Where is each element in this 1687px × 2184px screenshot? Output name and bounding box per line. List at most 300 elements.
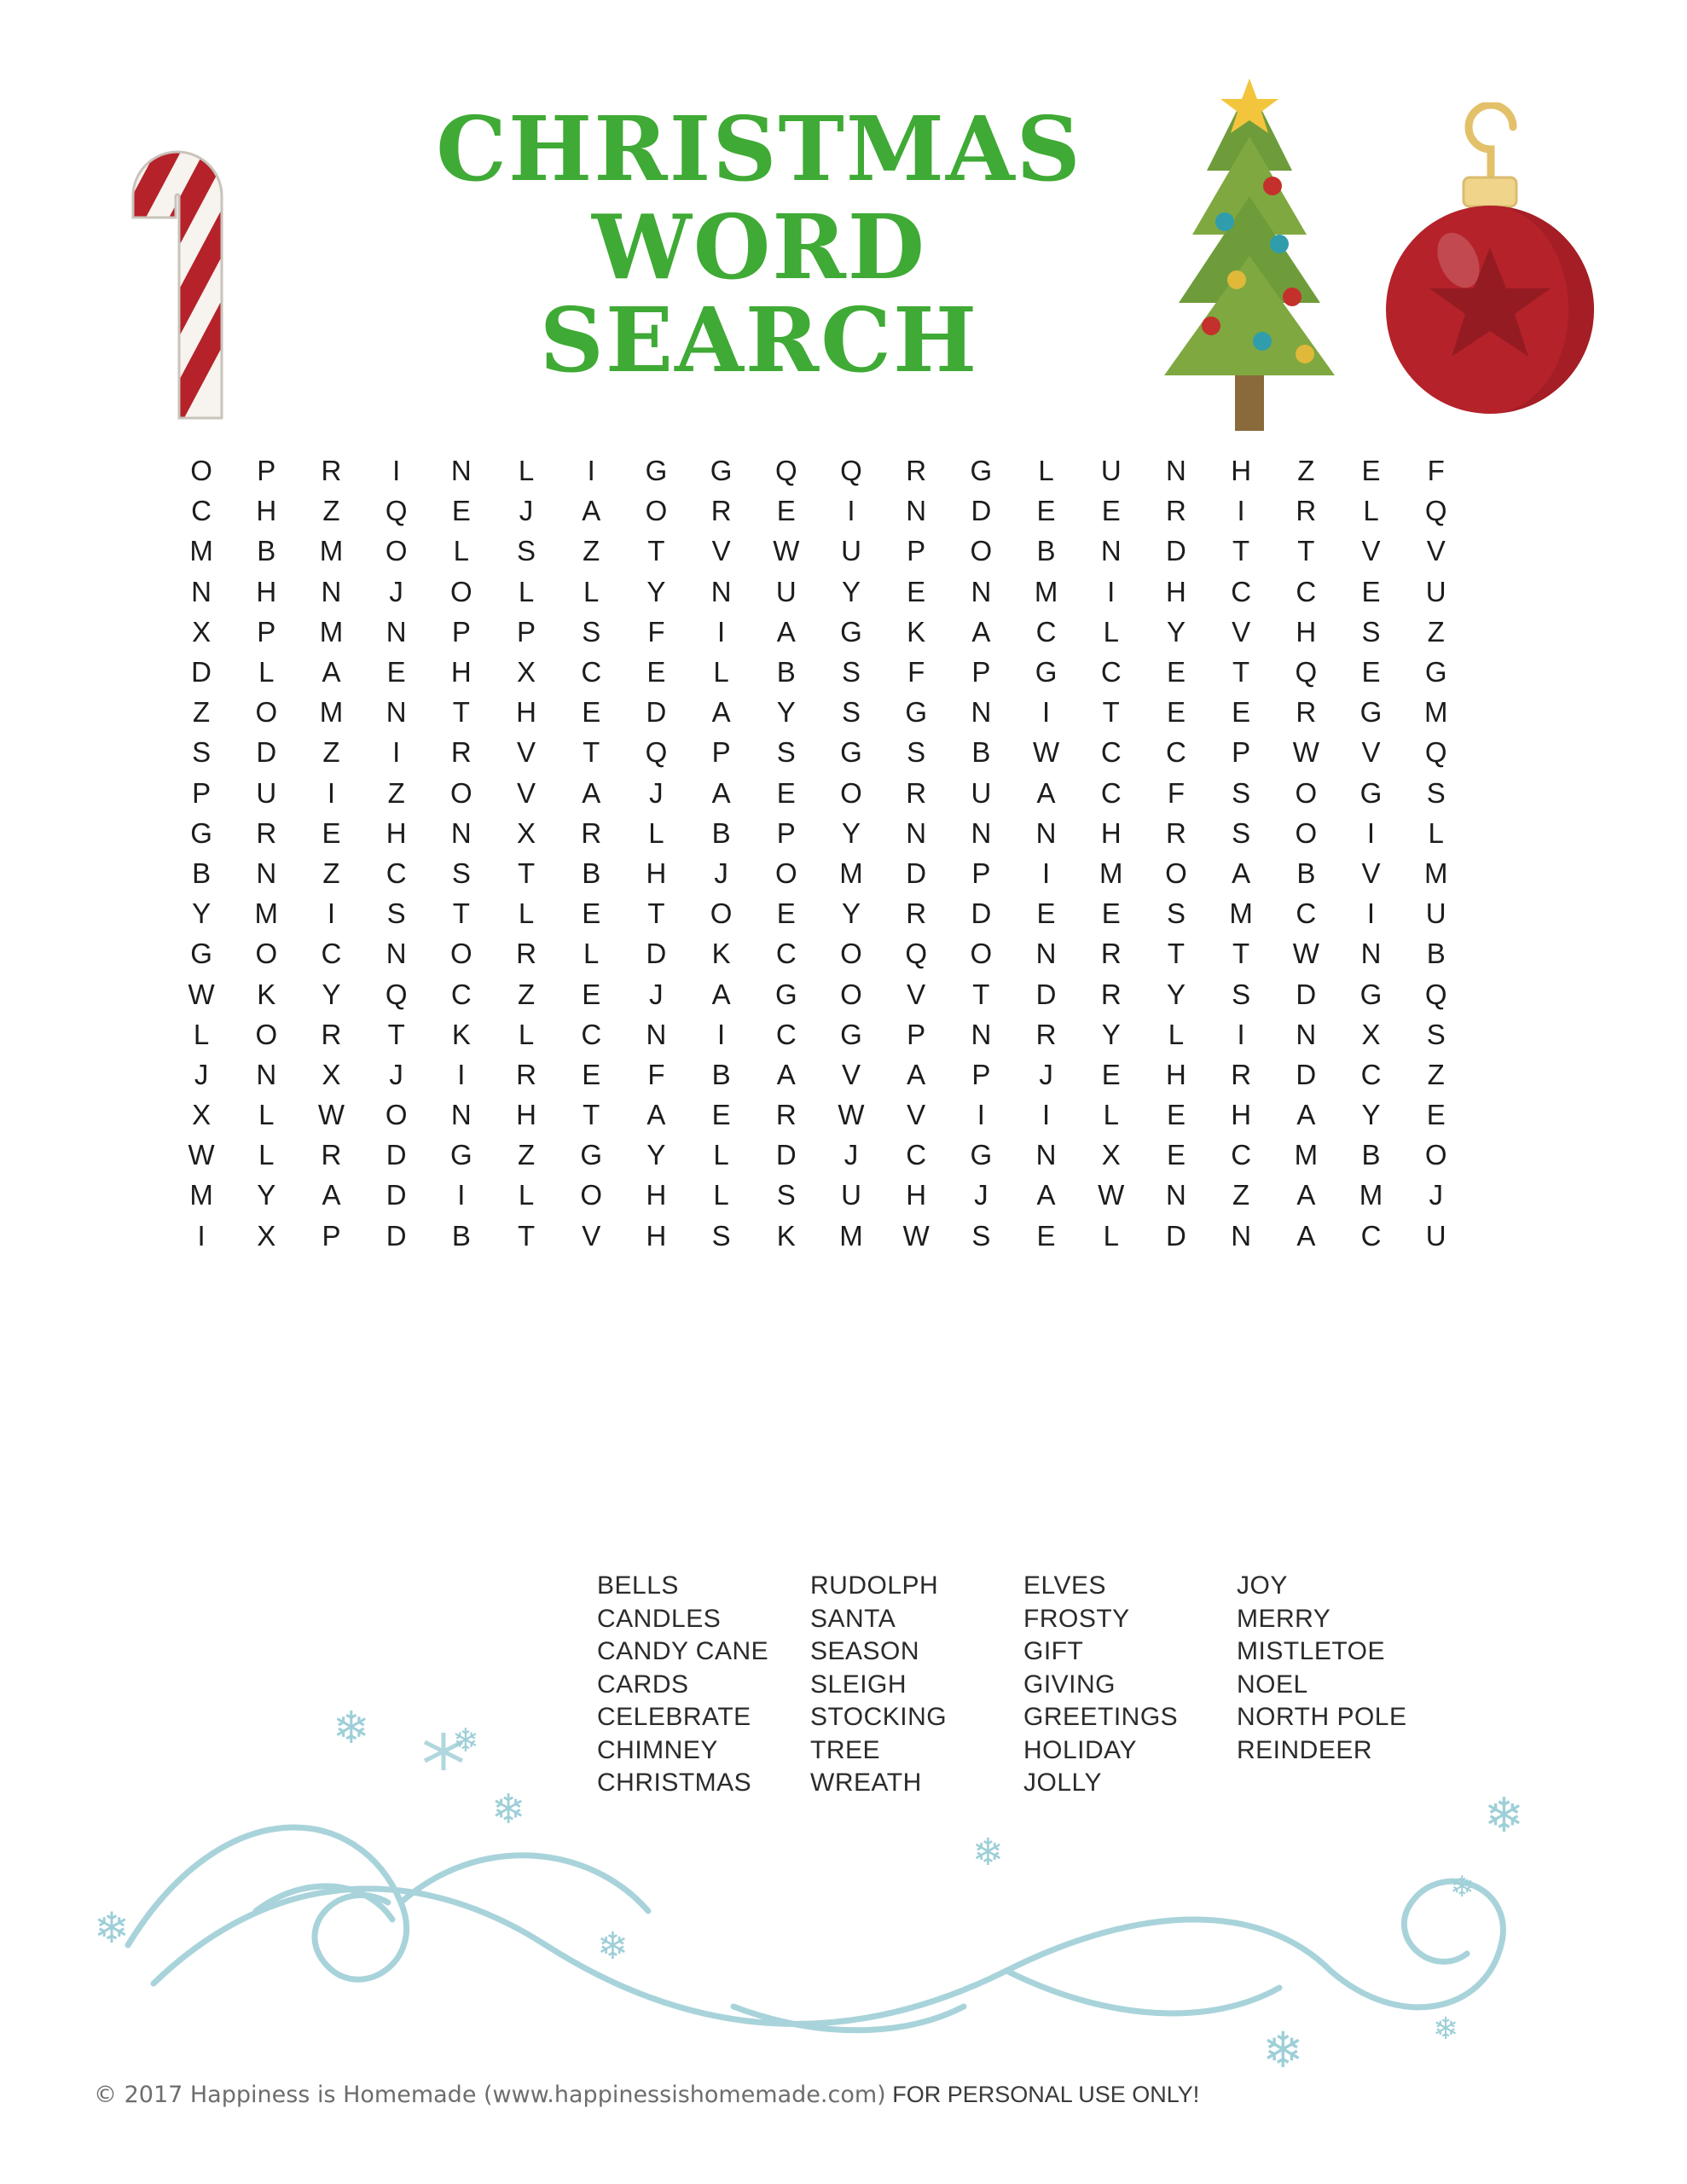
grid-cell: V — [1361, 535, 1381, 567]
grid-cell: O — [255, 696, 278, 729]
grid-cell: I — [392, 455, 401, 487]
grid-cell: C — [1231, 575, 1252, 607]
grid-cell: M — [189, 1179, 213, 1211]
grid-cell: H — [256, 575, 277, 607]
grid-cell: A — [711, 696, 731, 729]
grid-cell: Y — [1166, 615, 1186, 648]
grid-cell: O — [774, 857, 797, 889]
grid-cell: M — [254, 897, 279, 930]
grid-cell: L — [258, 1139, 275, 1171]
grid-cell: C — [1231, 1139, 1252, 1171]
grid-cell: C — [1296, 575, 1317, 607]
grid-cell — [1469, 773, 1533, 813]
grid-cell: Y — [322, 978, 341, 1010]
grid-cell: Q — [905, 938, 928, 970]
grid-cell: S — [1166, 897, 1186, 930]
grid-cell: L — [518, 1018, 535, 1050]
grid-cell: B — [1426, 938, 1446, 970]
grid-cell: Z — [583, 535, 600, 567]
grid-cell: Z — [1297, 455, 1315, 487]
grid-cell: I — [197, 1219, 206, 1252]
grid-cell: K — [907, 615, 926, 648]
grid-cell: L — [518, 455, 535, 487]
grid-cell: R — [256, 816, 277, 849]
grid-cell: B — [776, 656, 796, 688]
copyright-text: © 2017 Happiness is Homemade (www.happinessishomemade.com) — [94, 2082, 886, 2108]
grid-cell: B — [582, 857, 601, 889]
grid-cell: Y — [192, 897, 212, 930]
grid-cell: V — [582, 1219, 601, 1252]
grid-cell: R — [450, 736, 472, 769]
grid-cell: L — [1103, 615, 1119, 648]
word-list-item: CANDLES — [597, 1604, 722, 1633]
grid-cell: N — [1231, 1219, 1252, 1252]
grid-cell: G — [905, 696, 928, 729]
grid-cell: D — [971, 495, 992, 527]
grid-cell: N — [256, 857, 277, 889]
grid-cell: O — [450, 776, 472, 809]
grid-cell: C — [906, 1139, 927, 1171]
grid-cell — [1469, 692, 1533, 732]
grid-cell: V — [1361, 736, 1381, 769]
grid-cell: O — [385, 535, 408, 567]
grid-cell: W — [902, 1219, 930, 1252]
grid-cell: L — [648, 816, 664, 849]
grid-cell: B — [711, 1058, 731, 1090]
grid-cell: M — [1294, 1139, 1319, 1171]
grid-cell: O — [970, 535, 993, 567]
grid-cell: J — [389, 1058, 403, 1090]
grid-cell: W — [188, 1139, 215, 1171]
grid-cell: E — [1166, 1099, 1186, 1131]
grid-cell: H — [1100, 816, 1122, 849]
grid-cell — [1469, 572, 1533, 612]
christmas-tree-icon — [1143, 77, 1356, 444]
word-list-item: SLEIGH — [810, 1670, 907, 1699]
grid-cell: A — [1296, 1219, 1316, 1252]
grid-cell: M — [1359, 1179, 1383, 1211]
grid-cell: E — [646, 656, 666, 688]
grid-cell: D — [191, 656, 212, 688]
word-list-item: GIFT — [1023, 1637, 1084, 1665]
grid-cell: R — [1231, 1058, 1252, 1090]
grid-cell: Y — [1361, 1099, 1381, 1131]
grid-cell: G — [1359, 978, 1383, 1010]
grid-cell: H — [646, 857, 667, 889]
word-list-item: HOLIDAY — [1023, 1735, 1137, 1764]
grid-cell: T — [1102, 696, 1120, 729]
grid-cell: D — [386, 1139, 407, 1171]
grid-cell: F — [647, 615, 665, 648]
grid-cell: U — [841, 1179, 861, 1211]
grid-cell: L — [583, 575, 600, 607]
grid-cell: E — [322, 816, 341, 849]
grid-cell: L — [258, 656, 275, 688]
grid-cell: G — [1359, 776, 1383, 809]
grid-cell: A — [971, 615, 991, 648]
grid-cell: G — [1035, 656, 1058, 688]
word-list-item: CANDY CANE — [597, 1637, 769, 1665]
grid-cell: B — [1036, 535, 1056, 567]
grid-cell: R — [1166, 816, 1186, 849]
grid-cell: S — [517, 535, 536, 567]
grid-cell: B — [257, 535, 276, 567]
grid-cell: F — [1167, 776, 1186, 809]
grid-cell: I — [1366, 897, 1376, 930]
grid-cell: T — [387, 1018, 405, 1050]
grid-cell: K — [776, 1219, 796, 1252]
grid-cell: A — [1296, 1099, 1316, 1131]
grid-cell: R — [321, 1139, 342, 1171]
grid-cell: L — [258, 1099, 275, 1131]
grid-cell: X — [517, 816, 536, 849]
grid-cell: D — [906, 857, 927, 889]
grid-cell: M — [1099, 857, 1123, 889]
grid-cell: P — [257, 455, 276, 487]
grid-cell: G — [840, 1018, 862, 1050]
grid-cell: N — [971, 1018, 992, 1050]
grid-cell: E — [776, 897, 796, 930]
snowflake-icon: ❄ — [1450, 1871, 1475, 1903]
word-list-item: GIVING — [1023, 1670, 1116, 1699]
grid-cell: I — [847, 495, 855, 527]
grid-cell: N — [450, 1099, 472, 1131]
grid-cell: L — [1168, 1018, 1185, 1050]
grid-cell: T — [452, 897, 470, 930]
grid-cell: N — [386, 938, 407, 970]
grid-cell — [1469, 1135, 1533, 1175]
word-list-item: CHRISTMAS — [597, 1769, 752, 1797]
grid-cell: T — [452, 696, 470, 729]
grid-cell: V — [907, 1099, 926, 1131]
word-list-item: BELLS — [597, 1571, 679, 1600]
grid-cell: A — [711, 978, 731, 1010]
grid-cell: L — [1103, 1219, 1119, 1252]
grid-cell — [1469, 732, 1533, 772]
grid-cell: T — [647, 897, 665, 930]
grid-cell: R — [516, 938, 536, 970]
usage-text: FOR PERSONAL USE ONLY! — [892, 2082, 1200, 2107]
grid-cell: V — [907, 978, 926, 1010]
grid-cell: P — [776, 816, 796, 849]
grid-cell: Q — [1424, 736, 1447, 769]
grid-cell: T — [583, 1099, 600, 1131]
grid-cell: D — [1166, 535, 1186, 567]
grid-cell — [1469, 491, 1533, 531]
grid-cell — [1469, 1216, 1533, 1256]
grid-cell: L — [1363, 495, 1379, 527]
grid-cell: F — [907, 656, 925, 688]
grid-cell: J — [1039, 1058, 1053, 1090]
grid-cell — [1469, 1175, 1533, 1215]
grid-cell: I — [327, 897, 336, 930]
grid-cell: F — [1427, 455, 1445, 487]
title-line-2: WORD SEARCH — [539, 195, 979, 393]
word-list-item: CARDS — [597, 1670, 689, 1699]
grid-cell: O — [645, 495, 668, 527]
grid-cell: H — [1231, 1099, 1252, 1131]
grid-cell: V — [517, 776, 536, 809]
word-list-item: MISTLETOE — [1237, 1637, 1385, 1665]
grid-cell: I — [1237, 1018, 1245, 1050]
grid-cell: G — [580, 1139, 603, 1171]
grid-cell: B — [1296, 857, 1316, 889]
grid-cell: S — [1426, 1018, 1446, 1050]
grid-cell: H — [516, 1099, 536, 1131]
grid-cell: N — [386, 615, 407, 648]
snowflake-icon: ❄ — [1433, 2011, 1459, 2046]
grid-cell: T — [1232, 656, 1250, 688]
grid-cell: N — [1035, 938, 1057, 970]
snow-flourish-decoration — [0, 1689, 1687, 2082]
grid-cell: I — [1041, 857, 1051, 889]
grid-cell: G — [190, 938, 212, 970]
grid-cell: B — [192, 857, 212, 889]
grid-cell: V — [1361, 857, 1381, 889]
snowflake-icon: ❄ — [94, 1904, 130, 1952]
grid-cell: M — [1423, 696, 1448, 729]
snowflake-icon: ❄ — [597, 1926, 629, 1967]
grid-cell: I — [1041, 1099, 1051, 1131]
grid-cell: X — [257, 1219, 276, 1252]
grid-cell — [1469, 813, 1533, 853]
snowflake-icon: ❄ — [972, 1832, 1004, 1873]
grid-cell: Y — [841, 816, 861, 849]
grid-cell: A — [322, 656, 341, 688]
grid-cell: L — [193, 1018, 210, 1050]
grid-cell: E — [1036, 897, 1056, 930]
grid-cell: N — [710, 575, 732, 607]
grid-cell: N — [450, 816, 472, 849]
grid-cell: P — [907, 1018, 926, 1050]
grid-cell: L — [518, 897, 535, 930]
grid-cell: Y — [841, 575, 861, 607]
grid-cell: O — [450, 575, 472, 607]
grid-cell: C — [775, 938, 797, 970]
grid-cell: L — [453, 535, 470, 567]
grid-cell: U — [775, 575, 797, 607]
grid-cell: E — [776, 495, 796, 527]
grid-cell: C — [1035, 615, 1057, 648]
grid-cell: C — [1166, 736, 1186, 769]
grid-cell: J — [974, 1179, 988, 1211]
grid-cell — [1469, 612, 1533, 652]
grid-cell: C — [1296, 897, 1317, 930]
grid-cell: H — [256, 495, 277, 527]
grid-cell: E — [776, 776, 796, 809]
word-list-item: JOY — [1237, 1571, 1288, 1600]
grid-cell: R — [1166, 495, 1186, 527]
grid-cell: A — [776, 615, 796, 648]
grid-cell: G — [1424, 656, 1447, 688]
grid-cell: D — [1296, 1058, 1317, 1090]
grid-cell: G — [840, 615, 862, 648]
grid-cell: L — [1103, 1099, 1119, 1131]
word-list-item: REINDEER — [1237, 1735, 1373, 1764]
grid-cell: S — [386, 897, 406, 930]
word-list-item: RUDOLPH — [810, 1571, 939, 1600]
grid-cell: Y — [776, 696, 796, 729]
grid-cell: O — [255, 938, 278, 970]
grid-cell: C — [1360, 1058, 1382, 1090]
grid-cell: G — [710, 455, 733, 487]
grid-cell: R — [1296, 495, 1317, 527]
grid-cell: T — [517, 857, 536, 889]
grid-cell: G — [1359, 696, 1383, 729]
grid-cell: U — [841, 535, 861, 567]
grid-cell: J — [844, 1139, 859, 1171]
grid-cell: H — [386, 816, 407, 849]
grid-cell: C — [1100, 736, 1122, 769]
grid-cell: Q — [774, 455, 797, 487]
grid-cell: O — [1165, 857, 1187, 889]
grid-cell: C — [1100, 776, 1122, 809]
grid-cell: E — [582, 978, 601, 1010]
grid-cell: T — [1232, 535, 1250, 567]
grid-cell: I — [717, 615, 726, 648]
grid-cell: K — [257, 978, 276, 1010]
grid-cell: Z — [517, 1139, 536, 1171]
grid-cell: S — [451, 857, 471, 889]
grid-cell: L — [518, 575, 535, 607]
grid-cell: R — [516, 1058, 536, 1090]
word-list-item: SANTA — [810, 1604, 896, 1633]
grid-cell: Z — [517, 978, 536, 1010]
grid-cell: Q — [645, 736, 668, 769]
snowflake-icon: ❄ — [1262, 2023, 1304, 2078]
grid-cell: A — [776, 1058, 796, 1090]
grid-cell: X — [1101, 1139, 1121, 1171]
grid-cell: V — [517, 736, 536, 769]
grid-cell: W — [1098, 1179, 1125, 1211]
grid-cell: H — [646, 1219, 667, 1252]
grid-cell: Z — [322, 495, 340, 527]
grid-cell: C — [450, 978, 472, 1010]
grid-cell: E — [1101, 495, 1121, 527]
grid-cell: N — [971, 816, 992, 849]
grid-cell: M — [1034, 575, 1058, 607]
grid-cell: X — [517, 656, 536, 688]
grid-cell: S — [971, 1219, 991, 1252]
grid-cell: N — [386, 696, 407, 729]
grid-cell: G — [450, 1139, 472, 1171]
word-list-item: WREATH — [810, 1769, 922, 1797]
grid-cell: H — [450, 656, 472, 688]
grid-cell: K — [451, 1018, 471, 1050]
grid-cell: E — [1232, 696, 1251, 729]
grid-cell: A — [322, 1179, 341, 1211]
word-list-item: TREE — [810, 1735, 881, 1764]
ornament-ball-icon — [1382, 102, 1595, 444]
grid-cell: R — [775, 1099, 797, 1131]
grid-cell: S — [841, 696, 861, 729]
grid-cell: G — [774, 978, 797, 1010]
word-list-item: NOEL — [1237, 1670, 1308, 1699]
word-list-item: JOLLY — [1023, 1769, 1102, 1797]
grid-cell: Z — [1427, 1058, 1445, 1090]
grid-cell: W — [1292, 938, 1319, 970]
grid-cell: O — [450, 938, 472, 970]
grid-cell: T — [1232, 938, 1250, 970]
grid-cell: D — [646, 938, 667, 970]
grid-cell: V — [841, 1058, 861, 1090]
grid-cell: R — [906, 455, 927, 487]
grid-cell: U — [1425, 575, 1446, 607]
grid-cell: N — [450, 455, 472, 487]
grid-cell: S — [776, 736, 796, 769]
grid-cell: O — [1295, 776, 1318, 809]
grid-cell: W — [1292, 736, 1319, 769]
word-search-grid — [169, 450, 1533, 1256]
grid-cell: Y — [646, 1139, 666, 1171]
grid-cell: D — [775, 1139, 797, 1171]
grid-cell: C — [775, 1018, 797, 1050]
grid-cell: Z — [322, 736, 340, 769]
grid-cell: W — [188, 978, 215, 1010]
grid-cell: A — [1232, 857, 1251, 889]
grid-cell: M — [839, 857, 863, 889]
grid-cell: V — [711, 535, 731, 567]
grid-cell: L — [713, 1179, 729, 1211]
grid-cell: N — [1296, 1018, 1317, 1050]
grid-cell: L — [713, 1139, 729, 1171]
grid-cell: P — [907, 535, 926, 567]
grid-cell: L — [1428, 816, 1444, 849]
grid-cell: I — [1041, 696, 1051, 729]
grid-cell: O — [1295, 816, 1318, 849]
grid-cell: S — [1426, 776, 1446, 809]
grid-cell: E — [1101, 897, 1121, 930]
grid-cell: Q — [1424, 495, 1447, 527]
grid-cell: W — [317, 1099, 345, 1131]
grid-cell: N — [321, 575, 342, 607]
grid-cell: U — [971, 776, 992, 809]
grid-cell: P — [971, 1058, 991, 1090]
grid-cell: B — [711, 816, 731, 849]
grid-cell: R — [1296, 696, 1317, 729]
snowflake-icon: ❄ — [333, 1704, 370, 1753]
grid-cell: M — [1423, 857, 1448, 889]
word-list-item: SEASON — [810, 1637, 920, 1665]
grid-cell: R — [321, 1018, 342, 1050]
grid-cell: I — [587, 455, 595, 487]
grid-cell: Z — [1232, 1179, 1250, 1211]
grid-cell: G — [970, 1139, 993, 1171]
grid-cell: J — [649, 978, 664, 1010]
grid-cell: F — [647, 1058, 665, 1090]
grid-cell: A — [582, 495, 601, 527]
grid-cell: N — [256, 1058, 277, 1090]
grid-cell: C — [191, 495, 212, 527]
grid-cell: N — [971, 575, 992, 607]
grid-cell: T — [1297, 535, 1315, 567]
grid-cell: R — [321, 455, 342, 487]
grid-cell: O — [385, 1099, 408, 1131]
grid-cell: H — [646, 1179, 667, 1211]
grid-cell: U — [1100, 455, 1122, 487]
word-list-item: CHIMNEY — [597, 1735, 718, 1764]
grid-cell: I — [457, 1179, 466, 1211]
grid-cell: N — [646, 1018, 667, 1050]
grid-cell: B — [971, 736, 991, 769]
grid-cell: N — [1166, 455, 1186, 487]
grid-cell: I — [457, 1058, 466, 1090]
grid-cell: I — [392, 736, 401, 769]
grid-cell: O — [1424, 1139, 1447, 1171]
grid-cell: R — [1100, 938, 1122, 970]
grid-cell: X — [192, 1099, 212, 1131]
grid-cell: R — [710, 495, 732, 527]
